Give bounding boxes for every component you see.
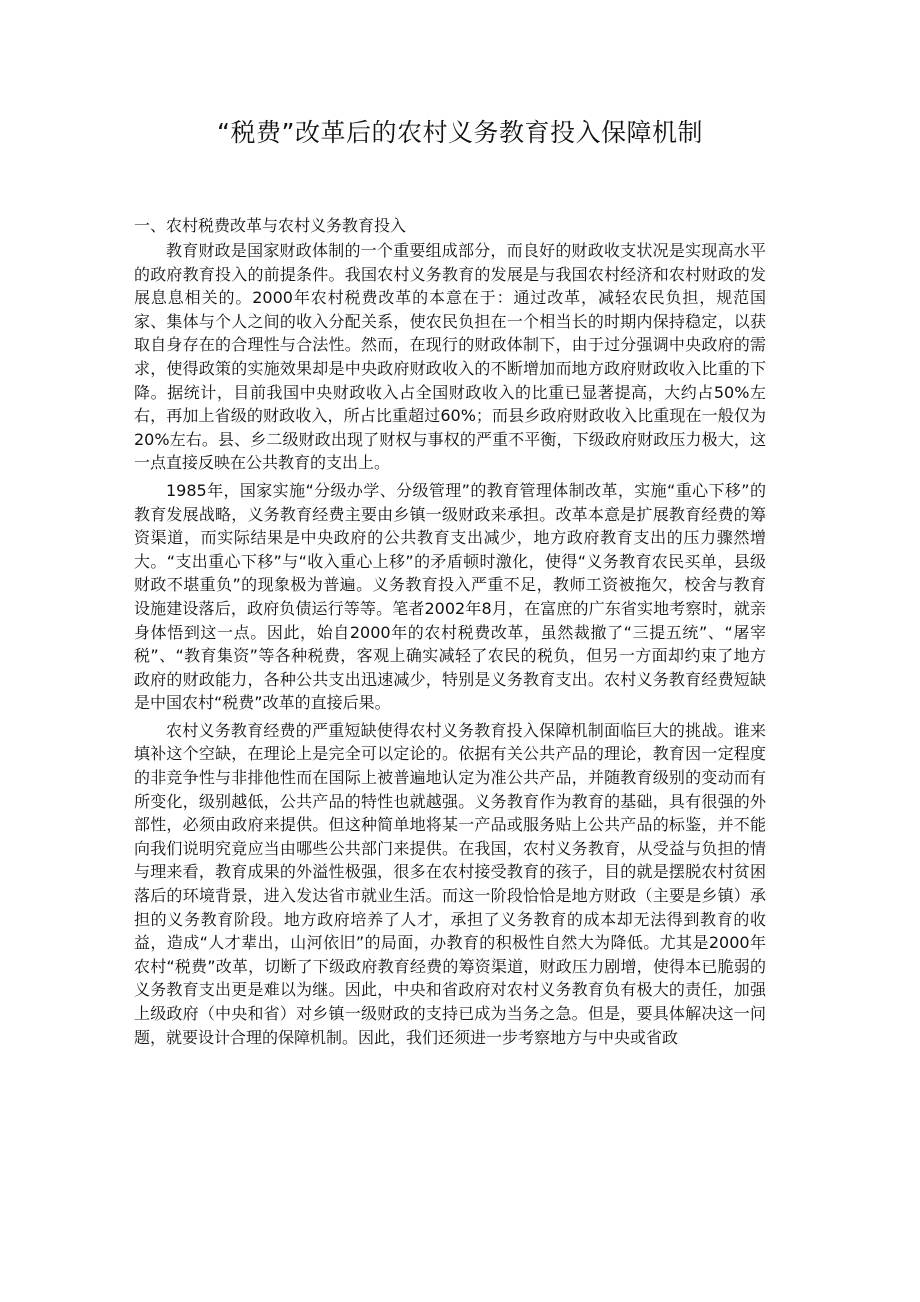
paragraph-2: 1985年，国家实施“分级办学、分级管理”的教育管理体制改革，实施“重心下移”的教育发展战略，义务教育经费主要由乡镇一级财政来承担。改革本意是扩展教育经费的筹资渠道，而实际结果是中央政府的公共教育支出减少，地方政府教育支出的压力骤然增大。“支出重心下移”与“收入重心上移”的矛盾顿时激化，使得“义务教育农民买单，县级财政不堪重负”的现象极为普遍。义务教育投入严重不足，教师工资被拖欠，校舍与教育设施建设落后，政府负债运行等等。笔者2002年8月，在富庶的广东省实地考察时，就亲身体悟到这一点。因此，始自2000年的农村税费改革，虽然裁撤了“三提五统”、“屠宰税”、“教育集资”等各种税费，客观上确实减轻了农民的税负，但另一方面却约束了地方政府的财政能力，各种公共支出迅速减少，特别是义务教育支出。农村义务教育经费短缺是中国农村“税费”改革的直接后果。 <box>134 480 766 713</box>
paragraph-3: 农村义务教育经费的严重短缺使得农村义务教育投入保障机制面临巨大的挑战。谁来填补这个空缺，在理论上是完全可以定论的。依据有关公共产品的理论，教育因一定程度的非竞争性与非排他性而在国际上被普遍地认定为准公共产品，并随教育级别的变动而有所变化，级别越低，公共产品的特性也就越强。义务教育作为教育的基础，具有很强的外部性，必须由政府来提供。但这种简单地将某一产品或服务贴上公共产品的标鉴，并不能向我们说明究竟应当由哪些公共部门来提供。在我国，农村义务教育，从受益与负担的情与理来看，教育成果的外溢性极强，很多在农村接受教育的孩子，目的就是摆脱农村贫困落后的环境背景，进入发达省市就业生活。而这一阶段恰恰是地方财政（主要是乡镇）承担的义务教育阶段。地方政府培养了人才，承担了义务教育的成本却无法得到教育的收益，造成“人才辈出，山河依旧”的局面，办教育的积极性自然大为降低。尤其是2000年农村“税费”改革，切断了下级政府教育经费的筹资渠道，财政压力剧增，使得本已脆弱的义务教育支出更是难以为继。因此，中央和省政府对农村义务教育负有极大的责任，加强上级政府（中央和省）对乡镇一级财政的支持已成为当务之急。但是，要具体解决这一问题，就要设计合理的保障机制。因此，我们还须进一步考察地方与中央或省政 <box>134 720 766 1047</box>
paragraph-1: 教育财政是国家财政体制的一个重要组成部分，而良好的财政收支状况是实现高水平的政府教育投入的前提条件。我国农村义务教育的发展是与我国农村经济和农村财政的发展息息相关的。2000年农村税费改革的本意在于：通过改革，减轻农民负担，规范国家、集体与个人之间的收入分配关系，使农民负担在一个相当长的时期内保持稳定，以获取自身存在的合理性与合法性。然而，在现行的财政体制下，由于过分强调中央政府的需求，使得政策的实施效果却是中央政府财政收入的不断增加而地方政府财政收入比重的下降。据统计，目前我国中央财政收入占全国财政收入的比重已显著提高，大约占50%左右，再加上省级的财政收入，所占比重超过60%；而县乡政府财政收入比重现在一般仅为20%左右。县、乡二级财政出现了财权与事权的严重不平衡，下级政府财政压力极大，这一点直接反映在公共教育的支出上。 <box>134 241 766 473</box>
document-body <box>134 214 766 1053</box>
section-heading: 一、农村税费改革与农村义务教育投入 <box>134 216 407 235</box>
document-title: “税费”改革后的农村义务教育投入保障机制 <box>217 118 703 147</box>
